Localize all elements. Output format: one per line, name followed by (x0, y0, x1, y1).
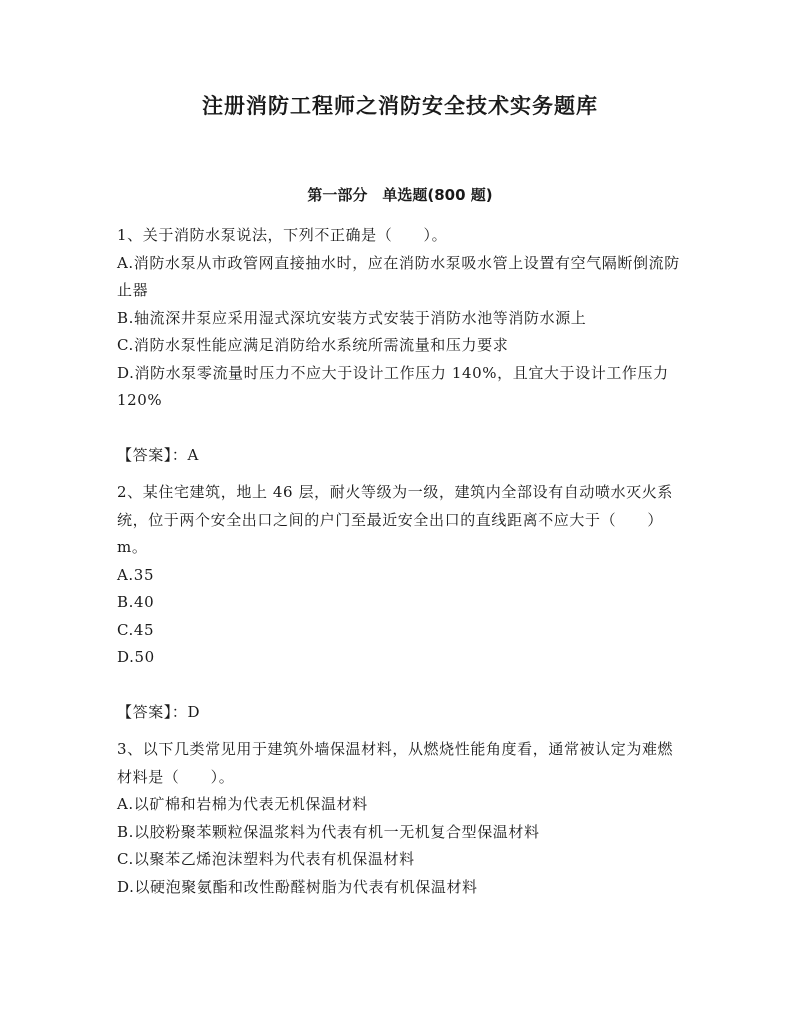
section-title: 第一部分 单选题(800 题) (307, 186, 493, 204)
question-option: C.45 (117, 620, 155, 639)
question-option: C.以聚苯乙烯泡沫塑料为代表有机保温材料 (117, 850, 415, 868)
document-title: 注册消防工程师之消防安全技术实务题库 (202, 94, 598, 118)
question-option: B.轴流深井泵应采用湿式深坑安装方式安装于消防水池等消防水源上 (117, 308, 587, 327)
question-option: A.35 (117, 565, 155, 584)
question-option: B.以胶粉聚苯颗粒保温浆料为代表有机一无机复合型保温材料 (117, 822, 540, 841)
question-option: B.40 (117, 593, 155, 611)
question-option: D.以硬泡聚氨酯和改性酚醛树脂为代表有机保温材料 (117, 877, 478, 896)
question-option: C.消防水泵性能应满足消防给水系统所需流量和压力要求 (117, 336, 509, 354)
question-stem: 1、关于消防水泵说法，下列不正确是（ ）。 (117, 226, 448, 244)
question-option: A.消防水泵从市政管网直接抽水时，应在消防水泵吸水管上设置有空气隔断倒流防止器 (117, 253, 680, 299)
question-option: D.消防水泵零流量时压力不应大于设计工作压力 140%，且宜大于设计工作压力 120% (117, 363, 669, 409)
question-stem: 2、某住宅建筑，地上 46 层，耐火等级为一级，建筑内全部设有自动喷水灭火系统，位于两个安全出口之间的户门至最近安全出口的直线距离不应大于（ ）m。 (117, 483, 673, 556)
answer-line: 【答案】：A (117, 445, 199, 464)
answer-line: 【答案】：D (117, 702, 201, 721)
question-option: A.以矿棉和岩棉为代表无机保温材料 (117, 795, 368, 813)
question-list (117, 222, 683, 901)
question-stem: 3、以下几类常见用于建筑外墙保温材料，从燃烧性能角度看，通常被认定为难燃材料是（ ）。 (117, 740, 674, 786)
question-option: D.50 (117, 648, 155, 666)
